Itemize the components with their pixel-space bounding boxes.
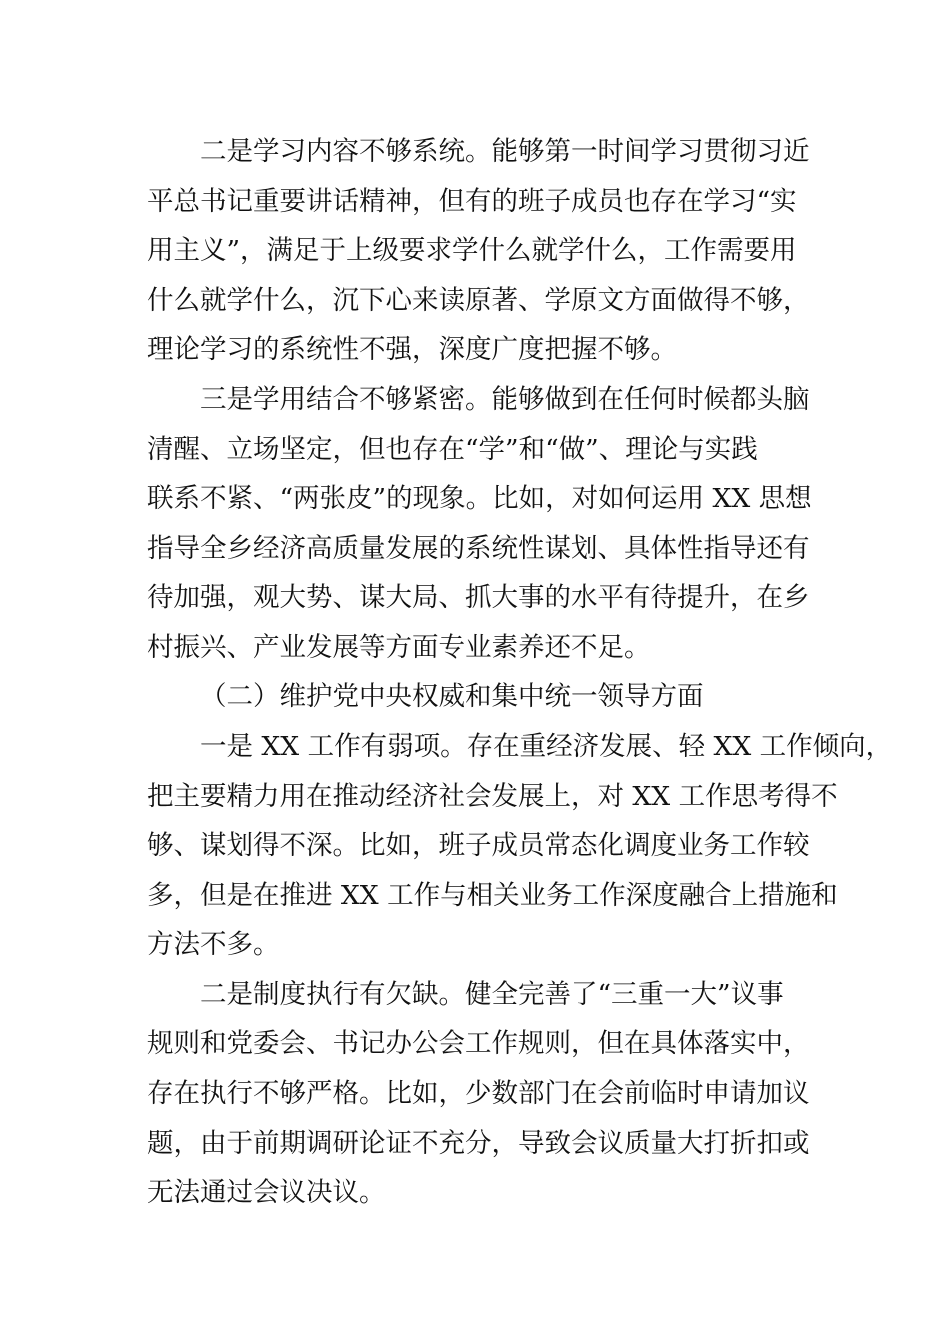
paragraph-line: 够、谋划得不深。比如，班子成员常态化调度业务工作较 [147, 830, 810, 861]
paragraph-line: 什么就学什么，沉下心来读原著、学原文方面做得不够， [147, 285, 810, 316]
paragraph-line: 一是 XX 工作有弱项。存在重经济发展、轻 XX 工作倾向， [200, 731, 893, 762]
paragraph-line: 村振兴、产业发展等方面专业素养还不足。 [147, 632, 651, 663]
paragraph-line: 二是学习内容不够系统。能够第一时间学习贯彻习近 [200, 136, 810, 167]
section-heading: （二）维护党中央权威和集中统一领导方面 [200, 681, 704, 712]
paragraph-line: 三是学用结合不够紧密。能够做到在任何时候都头脑 [200, 384, 810, 415]
paragraph-line: 多，但是在推进 XX 工作与相关业务工作深度融合上措施和 [147, 880, 838, 911]
paragraph-line: 平总书记重要讲话精神，但有的班子成员也存在学习“实 [147, 186, 797, 217]
paragraph-line: 无法通过会议决议。 [147, 1177, 386, 1208]
paragraph-line: 联系不紧、“两张皮”的现象。比如，对如何运用 XX 思想 [147, 483, 812, 514]
paragraph-line: 规则和党委会、书记办公会工作规则，但在具体落实中， [147, 1028, 810, 1059]
paragraph-line: 理论学习的系统性不强，深度广度把握不够。 [147, 334, 677, 365]
paragraph-line: 清醒、立场坚定，但也存在“学”和“做”、理论与实践 [147, 434, 758, 465]
paragraph-line: 用主义”，满足于上级要求学什么就学什么，工作需要用 [147, 235, 797, 266]
paragraph-line: 把主要精力用在推动经济社会发展上，对 XX 工作思考得不 [147, 781, 838, 812]
paragraph-line: 二是制度执行有欠缺。健全完善了“三重一大”议事 [200, 979, 784, 1010]
paragraph-line: 指导全乡经济高质量发展的系统性谋划、具体性指导还有 [147, 533, 810, 564]
paragraph-line: 方法不多。 [147, 929, 280, 960]
paragraph-line: 待加强，观大势、谋大局、抓大事的水平有待提升，在乡 [147, 582, 810, 613]
paragraph-line: 题，由于前期调研论证不充分，导致会议质量大打折扣或 [147, 1128, 810, 1159]
paragraph-line: 存在执行不够严格。比如，少数部门在会前临时申请加议 [147, 1078, 810, 1109]
